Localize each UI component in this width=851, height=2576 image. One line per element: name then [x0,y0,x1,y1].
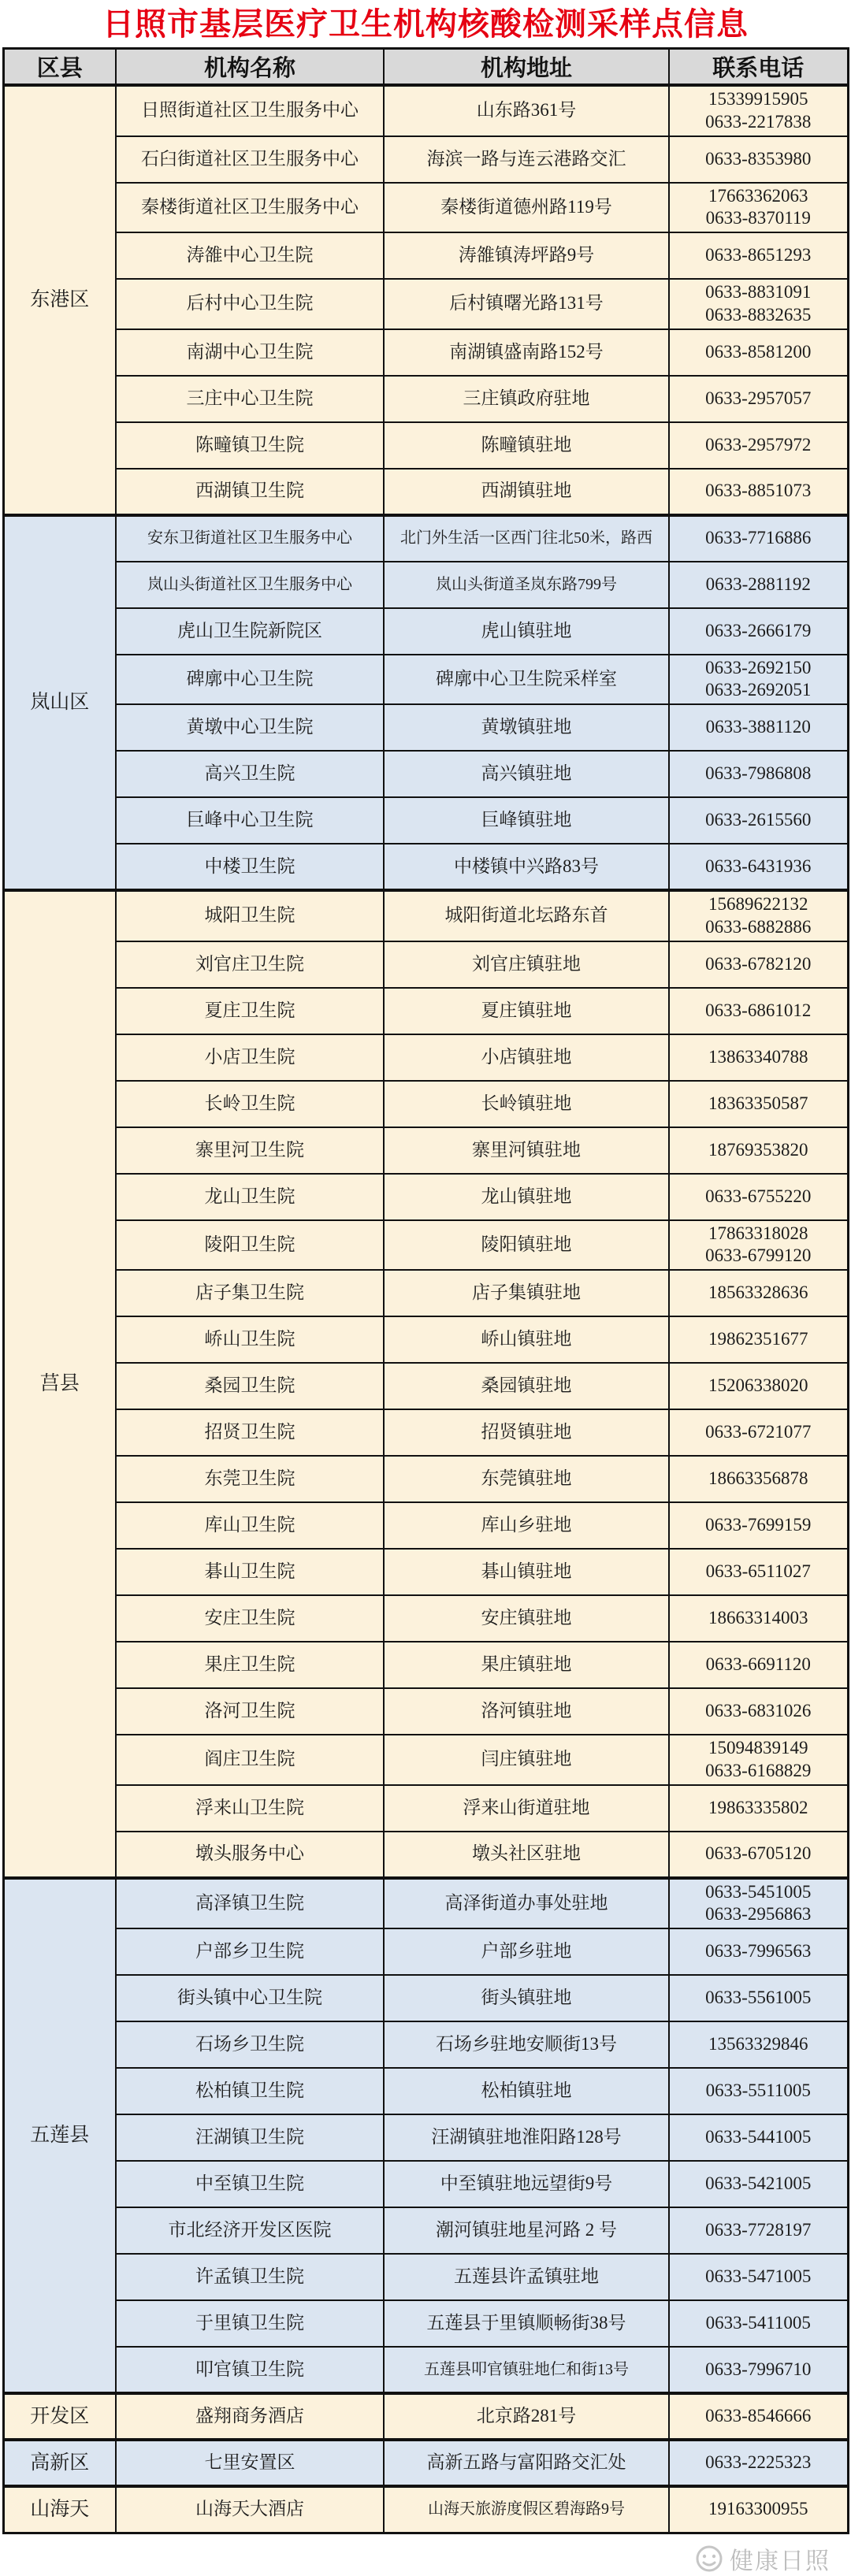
institution-name-cell: 石臼街道社区卫生服务中心 [116,136,384,183]
institution-name-cell: 墩头服务中心 [116,1832,384,1878]
contact-phone-cell [669,1832,848,1878]
contact-phone-cell [669,329,848,376]
institution-name-cell: 南湖中心卫生院 [116,329,384,376]
institution-address-cell: 松柏镇驻地 [384,2068,669,2114]
table-row [3,1735,848,1785]
table-row [3,515,848,562]
phone-number: 18363350587 [708,1093,808,1113]
contact-phone-cell [669,422,848,469]
phone-number: 15094839149 [708,1738,808,1758]
phone-number: 0633-7699159 [705,1515,812,1535]
institution-address-cell: 刘官庄镇驻地 [384,941,669,988]
contact-phone-cell [669,1174,848,1220]
phone-number: 0633-8851073 [705,481,812,501]
institution-address-cell: 库山乡驻地 [384,1502,669,1549]
phone-number: 0633-6691120 [705,1654,811,1675]
institution-name-cell: 虎山卫生院新院区 [116,608,384,655]
table-row [3,2347,848,2393]
phone-number: 0633-6511027 [705,1561,811,1582]
contact-phone-cell [669,751,848,797]
phone-number: 0633-2615560 [705,810,812,830]
phone-number: 17863318028 [708,1223,808,1243]
table-row [3,1785,848,1832]
institution-name-cell: 小店卫生院 [116,1034,384,1081]
district-cell: 岚山区 [3,515,116,891]
institution-address-cell: 中至镇驻地远望街9号 [384,2161,669,2207]
institution-address-cell: 秦楼街道德州路119号 [384,183,669,233]
institution-name-cell: 于里镇卫生院 [116,2300,384,2347]
phone-number: 0633-7728197 [705,2220,812,2240]
institution-address-cell: 店子集镇驻地 [384,1270,669,1316]
phone-number: 0633-5471005 [705,2266,812,2287]
contact-phone-cell [669,279,848,329]
phone-number: 0633-6831026 [705,1701,812,1721]
institution-name-cell: 石场乡卫生院 [116,2021,384,2068]
institution-address-cell: 岚山头街道圣岚东路799号 [384,562,669,608]
institution-name-cell: 许孟镇卫生院 [116,2254,384,2300]
institution-address-cell: 小店镇驻地 [384,1034,669,1081]
contact-phone-cell [669,376,848,422]
institution-address-cell: 涛雒镇涛坪路9号 [384,232,669,279]
phone-number: 15339915905 [708,89,808,109]
institution-name-cell: 果庄卫生院 [116,1642,384,1688]
table-row [3,2114,848,2161]
phone-number: 0633-8353980 [705,148,812,169]
institution-name-cell: 陈疃镇卫生院 [116,422,384,469]
table-row [3,2207,848,2254]
institution-address-cell: 长岭镇驻地 [384,1081,669,1127]
contact-phone-cell [669,1127,848,1174]
phone-number: 0633-6882886 [705,916,812,937]
table-row [3,655,848,705]
contact-phone-cell [669,1735,848,1785]
watermark-label: 健康日照 [730,2548,831,2574]
contact-phone-cell [669,2114,848,2161]
page-title: 日照市基层医疗卫生机构核酸检测采样点信息 [102,7,749,42]
table-row [3,797,848,844]
institution-name-cell: 高兴卫生院 [116,751,384,797]
table-row [3,1081,848,1127]
phone-number: 0633-8370119 [705,208,811,228]
contact-phone-cell [669,2161,848,2207]
table-row [3,1502,848,1549]
col-header-phone: 联系电话 [669,49,848,86]
institution-address-cell: 峤山镇驻地 [384,1316,669,1363]
institution-name-cell: 松柏镇卫生院 [116,2068,384,2114]
institution-address-cell: 高新五路与富阳路交汇处 [384,2440,669,2486]
phone-number: 15206338020 [708,1375,808,1396]
institution-name-cell: 寨里河卫生院 [116,1127,384,1174]
contact-phone-cell [669,1034,848,1081]
contact-phone-cell [669,2440,848,2486]
institution-name-cell: 长岭卫生院 [116,1081,384,1127]
institution-address-cell: 山海天旅游度假区碧海路9号 [384,2486,669,2533]
table-row [3,422,848,469]
institution-address-cell: 墩头社区驻地 [384,1832,669,1878]
institution-address-cell: 果庄镇驻地 [384,1642,669,1688]
institution-name-cell: 黄墩中心卫生院 [116,704,384,751]
phone-number: 0633-6799120 [705,1245,812,1266]
institution-address-cell: 东莞镇驻地 [384,1456,669,1502]
phone-number: 0633-2225323 [705,2452,812,2473]
col-header-address: 机构地址 [384,49,669,86]
district-cell: 东港区 [3,85,116,515]
institution-name-cell: 高泽镇卫生院 [116,1878,384,1929]
contact-phone-cell [669,704,848,751]
institution-name-cell: 中至镇卫生院 [116,2161,384,2207]
table-row [3,2021,848,2068]
contact-phone-cell [669,1785,848,1832]
table-row [3,988,848,1034]
table-row [3,1270,848,1316]
table-row [3,329,848,376]
phone-number: 0633-6431936 [705,856,812,876]
contact-phone-cell [669,1878,848,1929]
table-row [3,469,848,515]
phone-number: 0633-7716886 [705,528,812,548]
institution-address-cell: 西湖镇驻地 [384,469,669,515]
contact-phone-cell [669,1549,848,1595]
institution-name-cell: 叩官镇卫生院 [116,2347,384,2393]
phone-number: 0633-6782120 [705,953,812,974]
contact-phone-cell [669,1316,848,1363]
table-row [3,844,848,890]
phone-number: 18663356878 [708,1468,808,1489]
institution-name-cell: 峤山卫生院 [116,1316,384,1363]
institution-name-cell: 招贤卫生院 [116,1409,384,1456]
institution-name-cell: 桑园卫生院 [116,1363,384,1409]
institution-address-cell: 龙山镇驻地 [384,1174,669,1220]
contact-phone-cell [669,2254,848,2300]
institution-name-cell: 刘官庄卫生院 [116,941,384,988]
phone-number: 19863335802 [708,1797,808,1817]
phone-number: 0633-2692051 [705,680,812,700]
institution-name-cell: 岚山头街道社区卫生服务中心 [116,562,384,608]
institution-name-cell: 龙山卫生院 [116,1174,384,1220]
institution-address-cell: 桑园镇驻地 [384,1363,669,1409]
contact-phone-cell [669,1363,848,1409]
institution-address-cell: 海滨一路与连云港路交汇 [384,136,669,183]
contact-phone-cell [669,232,848,279]
phone-number: 0633-5511005 [705,2080,811,2101]
table-row [3,704,848,751]
phone-number: 0633-6721077 [705,1422,812,1442]
contact-phone-cell [669,1081,848,1127]
institution-name-cell: 秦楼街道社区卫生服务中心 [116,183,384,233]
contact-phone-cell [669,1270,848,1316]
phone-number: 0633-2881192 [705,573,811,594]
table-row [3,2161,848,2207]
contact-phone-cell [669,655,848,705]
phone-number: 0633-6705120 [705,1843,812,1864]
institution-name-cell: 户部乡卫生院 [116,1928,384,1975]
contact-phone-cell [669,1595,848,1642]
institution-name-cell: 碑廓中心卫生院 [116,655,384,705]
institution-address-cell: 高兴镇驻地 [384,751,669,797]
table-row [3,1549,848,1595]
phone-number: 0633-5421005 [705,2173,812,2194]
table-row [3,1688,848,1735]
phone-number: 19862351677 [708,1329,808,1349]
institution-name-cell: 安庄卫生院 [116,1595,384,1642]
phone-number: 0633-2956863 [705,1904,812,1925]
phone-number: 0633-3881120 [705,717,811,737]
contact-phone-cell [669,2347,848,2393]
institution-address-cell: 安庄镇驻地 [384,1595,669,1642]
institution-address-cell: 虎山镇驻地 [384,608,669,655]
sampling-points-table [2,47,849,2534]
institution-name-cell: 碁山卫生院 [116,1549,384,1595]
institution-name-cell: 日照街道社区卫生服务中心 [116,85,384,136]
contact-phone-cell [669,2486,848,2533]
table-row [3,376,848,422]
phone-number: 0633-8546666 [705,2406,812,2426]
table-row [3,1928,848,1975]
table-row [3,751,848,797]
contact-phone-cell [669,988,848,1034]
phone-number: 0633-5561005 [705,1988,812,2008]
institution-name-cell: 浮来山卫生院 [116,1785,384,1832]
institution-address-cell: 户部乡驻地 [384,1928,669,1975]
district-cell: 五莲县 [3,1878,116,2394]
contact-phone-cell [669,136,848,183]
contact-phone-cell [669,1642,848,1688]
institution-name-cell: 城阳卫生院 [116,890,384,941]
institution-address-cell: 五莲县叩官镇驻地仁和街13号 [384,2347,669,2393]
table-row [3,2300,848,2347]
institution-address-cell: 洛河镇驻地 [384,1688,669,1735]
contact-phone-cell [669,562,848,608]
institution-name-cell: 陵阳卫生院 [116,1220,384,1271]
table-row [3,890,848,941]
contact-phone-cell [669,844,848,890]
table-row [3,1409,848,1456]
phone-number: 13563329846 [708,2034,808,2054]
contact-phone-cell [669,1456,848,1502]
table-row [3,941,848,988]
phone-number: 0633-7996563 [705,1941,812,1962]
institution-address-cell: 三庄镇政府驻地 [384,376,669,422]
phone-number: 0633-8581200 [705,341,812,362]
table-row [3,183,848,233]
institution-name-cell: 中楼卫生院 [116,844,384,890]
institution-address-cell: 街头镇驻地 [384,1975,669,2021]
table-row [3,1878,848,1929]
phone-number: 13863340788 [708,1046,808,1067]
district-cell: 莒县 [3,890,116,1878]
table-row [3,85,848,136]
phone-number: 0633-2957057 [705,388,812,408]
institution-address-cell: 五莲县许孟镇驻地 [384,2254,669,2300]
table-row [3,562,848,608]
institution-address-cell: 石场乡驻地安顺街13号 [384,2021,669,2068]
institution-address-cell: 碑廓中心卫生院采样室 [384,655,669,705]
contact-phone-cell [669,608,848,655]
institution-name-cell: 七里安置区 [116,2440,384,2486]
institution-name-cell: 西湖镇卫生院 [116,469,384,515]
table-row [3,1832,848,1878]
contact-phone-cell [669,797,848,844]
table-row [3,1174,848,1220]
institution-address-cell: 后村镇曙光路131号 [384,279,669,329]
phone-number: 0633-2692150 [705,657,812,677]
institution-address-cell: 黄墩镇驻地 [384,704,669,751]
phone-number: 17663362063 [708,185,808,206]
phone-number: 0633-6861012 [705,1000,812,1020]
institution-name-cell: 阎庄卫生院 [116,1735,384,1785]
institution-name-cell: 巨峰中心卫生院 [116,797,384,844]
institution-address-cell: 城阳街道北坛路东首 [384,890,669,941]
institution-address-cell: 北京路281号 [384,2393,669,2440]
phone-number: 0633-5411005 [705,2313,811,2333]
institution-address-cell: 潮河镇驻地星河路 2 号 [384,2207,669,2254]
contact-phone-cell [669,890,848,941]
col-header-name: 机构名称 [116,49,384,86]
institution-address-cell: 北门外生活一区西门往北50米，路西 [384,515,669,562]
contact-phone-cell [669,2068,848,2114]
district-cell: 开发区 [3,2393,116,2440]
institution-address-cell: 夏庄镇驻地 [384,988,669,1034]
contact-phone-cell [669,1502,848,1549]
table-row [3,1975,848,2021]
table-row [3,1595,848,1642]
contact-phone-cell [669,183,848,233]
watermark [0,2534,851,2576]
institution-name-cell: 山海天大酒店 [116,2486,384,2533]
table-row [3,2486,848,2533]
phone-number: 19163300955 [708,2499,808,2519]
institution-address-cell: 巨峰镇驻地 [384,797,669,844]
phone-number: 0633-7996710 [705,2359,812,2379]
institution-name-cell: 街头镇中心卫生院 [116,1975,384,2021]
phone-number: 0633-7986808 [705,763,812,784]
contact-phone-cell [669,1928,848,1975]
institution-address-cell: 浮来山街道驻地 [384,1785,669,1832]
phone-number: 0633-6755220 [705,1186,812,1206]
table-row [3,279,848,329]
phone-number: 0633-2217838 [705,111,812,132]
phone-number: 15689622132 [708,894,808,914]
phone-number: 18769353820 [708,1139,808,1160]
phone-number: 0633-8651293 [705,245,812,265]
phone-number: 0633-6168829 [705,1760,812,1780]
table-row [3,1316,848,1363]
institution-name-cell: 洛河卫生院 [116,1688,384,1735]
institution-name-cell: 店子集卫生院 [116,1270,384,1316]
institution-address-cell: 寨里河镇驻地 [384,1127,669,1174]
phone-number: 0633-5451005 [705,1881,812,1902]
phone-number: 0633-2957972 [705,434,812,455]
phone-number: 0633-5441005 [705,2127,812,2147]
institution-address-cell: 五莲县于里镇顺畅街38号 [384,2300,669,2347]
phone-number: 0633-2666179 [705,620,812,640]
contact-phone-cell [669,2300,848,2347]
contact-phone-cell [669,85,848,136]
institution-address-cell: 高泽街道办事处驻地 [384,1878,669,1929]
institution-name-cell: 盛翔商务酒店 [116,2393,384,2440]
institution-name-cell: 后村中心卫生院 [116,279,384,329]
contact-phone-cell [669,941,848,988]
phone-number: 18663314003 [708,1608,808,1628]
table-row [3,1363,848,1409]
contact-phone-cell [669,2021,848,2068]
col-header-district: 区县 [3,49,116,86]
table-row [3,1034,848,1081]
institution-name-cell: 汪湖镇卫生院 [116,2114,384,2161]
institution-address-cell: 陵阳镇驻地 [384,1220,669,1271]
phone-number: 18563328636 [708,1282,808,1303]
contact-phone-cell [669,1220,848,1271]
institution-name-cell: 三庄中心卫生院 [116,376,384,422]
phone-number: 0633-8831091 [705,282,812,302]
table-row [3,608,848,655]
table-row [3,136,848,183]
institution-address-cell: 闫庄镇驻地 [384,1735,669,1785]
institution-address-cell: 中楼镇中兴路83号 [384,844,669,890]
contact-phone-cell [669,1688,848,1735]
institution-name-cell: 涛雒中心卫生院 [116,232,384,279]
table-row [3,1456,848,1502]
phone-number: 0633-8832635 [705,304,812,325]
district-cell: 高新区 [3,2440,116,2486]
institution-address-cell: 陈疃镇驻地 [384,422,669,469]
table-row [3,2440,848,2486]
institution-address-cell: 汪湖镇驻地淮阳路128号 [384,2114,669,2161]
table-row [3,2393,848,2440]
contact-phone-cell [669,515,848,562]
institution-address-cell: 山东路361号 [384,85,669,136]
header-row [3,49,848,86]
table-row [3,2068,848,2114]
institution-name-cell: 库山卫生院 [116,1502,384,1549]
institution-name-cell: 夏庄卫生院 [116,988,384,1034]
table-row [3,2254,848,2300]
institution-name-cell: 安东卫街道社区卫生服务中心 [116,515,384,562]
contact-phone-cell [669,2207,848,2254]
health-rizhao-logo-icon [695,2544,723,2573]
district-cell: 山海天 [3,2486,116,2533]
table-row [3,1127,848,1174]
institution-address-cell: 招贤镇驻地 [384,1409,669,1456]
table-row [3,1220,848,1271]
table-row [3,232,848,279]
institution-name-cell: 东莞卫生院 [116,1456,384,1502]
institution-address-cell: 碁山镇驻地 [384,1549,669,1595]
institution-address-cell: 南湖镇盛南路152号 [384,329,669,376]
table-row [3,1642,848,1688]
institution-name-cell: 市北经济开发区医院 [116,2207,384,2254]
contact-phone-cell [669,1409,848,1456]
contact-phone-cell [669,1975,848,2021]
contact-phone-cell [669,469,848,515]
contact-phone-cell [669,2393,848,2440]
